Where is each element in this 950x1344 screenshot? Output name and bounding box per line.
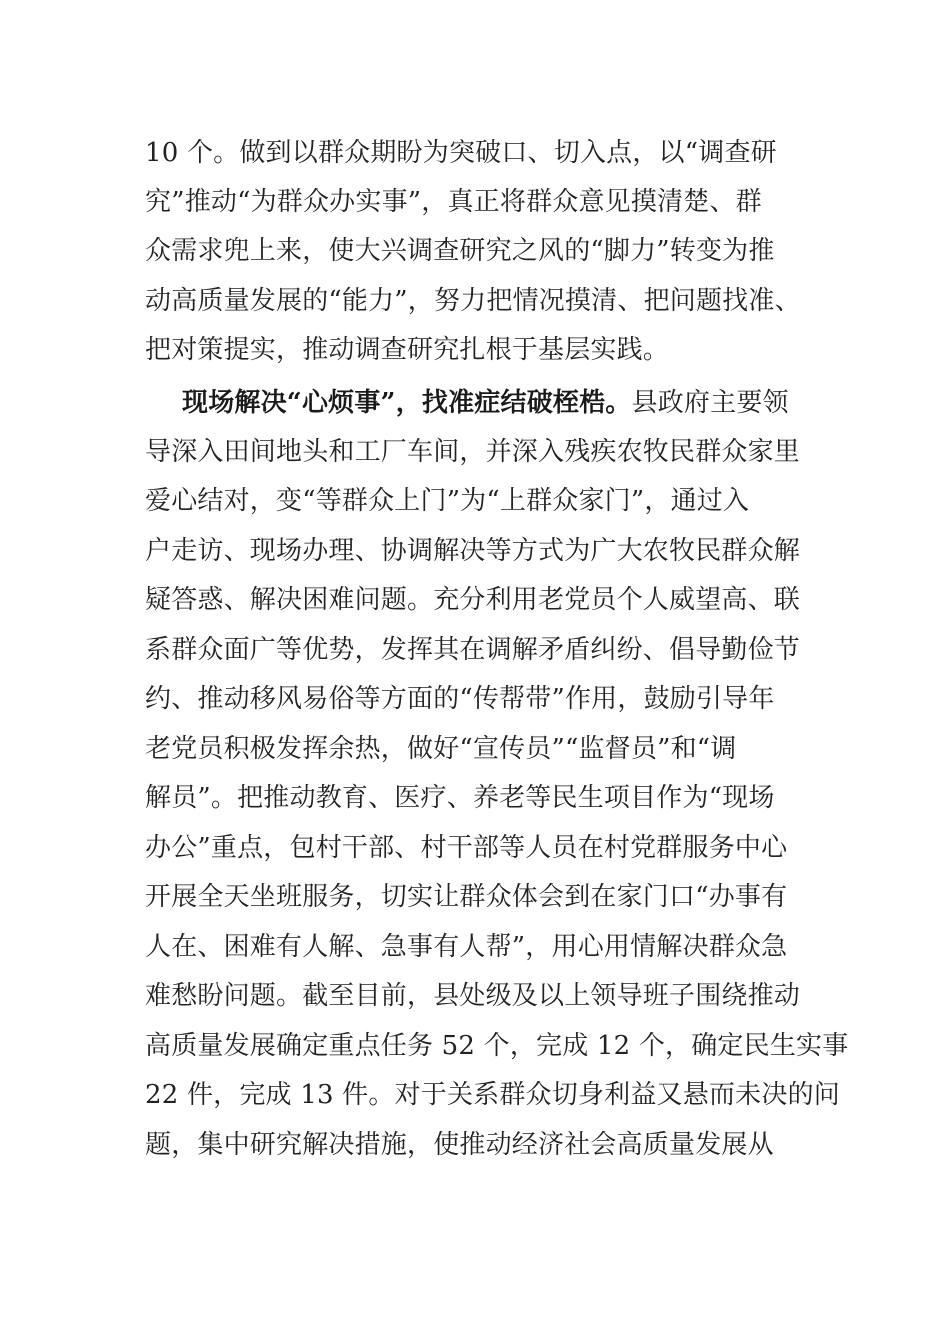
paragraph-2-line-12: 人在、困难有人解、急事有人帮”，用心用情解决群众急 <box>145 932 788 962</box>
paragraph-1-line-5: 把对策提实，推动调查研究扎根于基层实践。 <box>145 335 670 365</box>
paragraph-1-line-3: 众需求兜上来，使大兴调查研究之风的“脚力”转变为推 <box>145 236 775 266</box>
paragraph-1-line-4: 动高质量发展的“能力”，努力把情况摸清、把问题找准、 <box>145 286 801 316</box>
paragraph-2-heading: 现场解决“心烦事”，找准症结破桎梏。 <box>182 388 632 418</box>
paragraph-2-line-14: 高质量发展确定重点任务 52 个，完成 12 个，确定民生实事 <box>145 1031 849 1061</box>
paragraph-2-line-2: 导深入田间地头和工厂车间，并深入残疾农牧民群众家里 <box>145 437 801 467</box>
paragraph-2-line-9: 解员”。把推动教育、医疗、养老等民生项目作为“现场 <box>145 783 775 813</box>
paragraph-2-line-11: 开展全天坐班服务，切实让群众体会到在家门口“办事有 <box>145 882 788 912</box>
paragraph-2-line-13: 难愁盼问题。截至目前，县处级及以上领导班子围绕推动 <box>145 981 801 1011</box>
paragraph-2-line-4: 户走访、现场办理、协调解决等方式为广大农牧民群众解 <box>145 536 801 566</box>
paragraph-2-line-3: 爱心结对，变“等群众上门”为“上群众家门”，通过入 <box>145 486 750 516</box>
paragraph-2-line-10: 办公”重点，包村干部、村干部等人员在村党群服务中心 <box>145 833 788 863</box>
paragraph-2-line-16: 题，集中研究解决措施，使推动经济社会高质量发展从 <box>145 1130 774 1160</box>
paragraph-2-first-line <box>182 388 847 418</box>
paragraph-2-line-7: 约、推动移风易俗等方面的“传帮带”作用，鼓励引导年 <box>145 684 775 714</box>
paragraph-1-line-2: 究”推动“为群众办实事”，真正将群众意见摸清楚、群 <box>145 187 762 217</box>
paragraph-2-line-15: 22 件，完成 13 件。对于关系群众切身利益又悬而未决的问 <box>145 1080 840 1110</box>
paragraph-2-first-line-rest: 县政府主要领 <box>631 388 789 418</box>
paragraph-2-line-8: 老党员积极发挥余热，做好“宣传员”“监督员”和“调 <box>145 734 737 764</box>
paragraph-2-line-5: 疑答惑、解决困难问题。充分利用老党员个人威望高、联 <box>145 585 801 615</box>
paragraph-1-line-1: 10 个。做到以群众期盼为突破口、切入点，以“调查研 <box>145 138 777 168</box>
paragraph-2-line-6: 系群众面广等优势，发挥其在调解矛盾纠纷、倡导勤俭节 <box>145 635 801 665</box>
